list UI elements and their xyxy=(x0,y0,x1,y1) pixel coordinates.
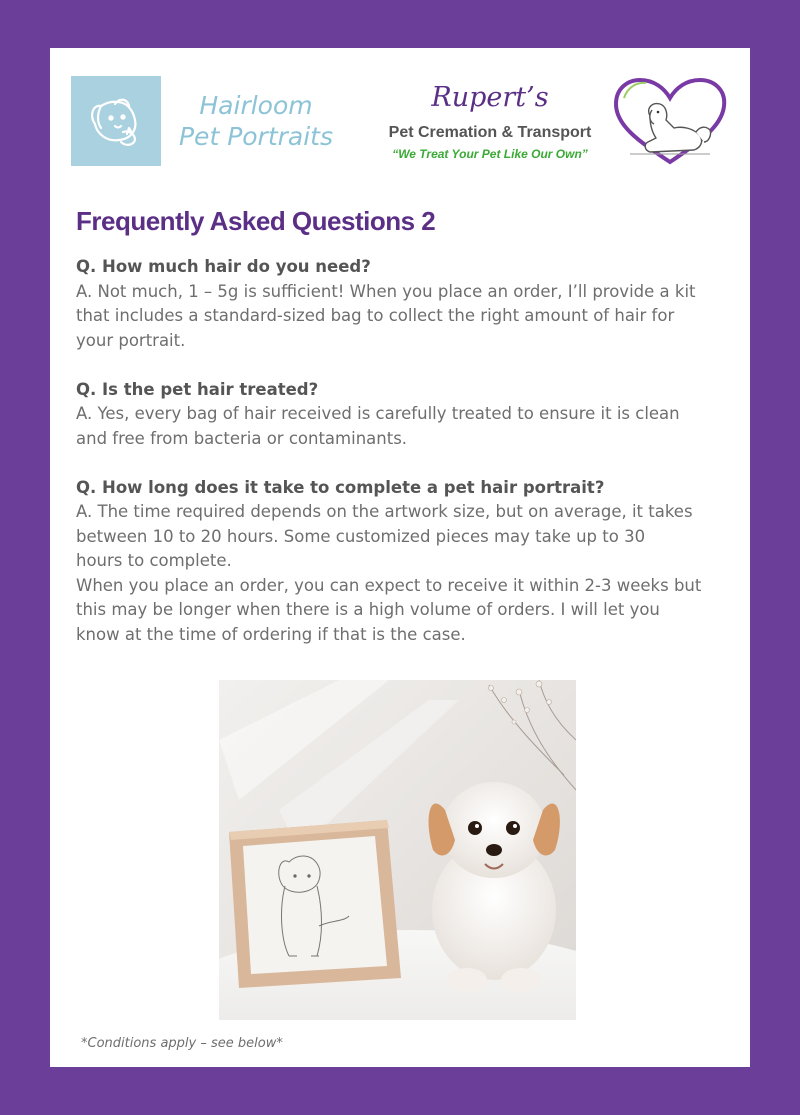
rupert-subtitle: Pet Cremation & Transport xyxy=(388,124,592,141)
dog-portrait-photo xyxy=(219,680,576,1020)
faq-answer-line: A. Not much, 1 – 5g is sufficient! When you place an order, I’ll provide a kit xyxy=(76,281,696,301)
faq-answer-line: and free from bacteria or contaminants. xyxy=(76,428,408,448)
faq-question: Q. How much hair do you need? xyxy=(76,257,371,276)
faq-question: Q. How long does it take to complete a pet hair portrait? xyxy=(76,477,605,497)
rupert-logo xyxy=(610,76,730,168)
page xyxy=(50,48,750,1067)
faq-answer-line: this may be longer when there is a high volume of orders. I will let you xyxy=(76,600,660,619)
faq-answer-line: hours to complete. xyxy=(76,551,232,570)
faq-answer-line: that includes a standard-sized bag to collect the right amount of hair for xyxy=(76,306,675,325)
dog-cat-outline-icon xyxy=(71,76,161,166)
faq-item xyxy=(76,378,726,452)
rupert-tagline: “We Treat Your Pet Like Our Own” xyxy=(392,147,588,161)
rupert-brand-name: Rupert’s xyxy=(431,82,549,113)
faq-question: Q. Is the pet hair treated? xyxy=(76,379,319,399)
faq-list xyxy=(76,255,726,647)
hairloom-wordmark xyxy=(171,90,341,152)
heart-dog-cat-icon xyxy=(610,76,730,168)
faq-item xyxy=(76,476,726,648)
faq-answer-line: A. The time required depends on the artwork size, but on average, it takes xyxy=(76,502,693,521)
faq-answer-line: When you place an order, you can expect to receive it within 2-3 weeks but xyxy=(76,575,702,595)
page-title: Frequently Asked Questions 2 xyxy=(76,206,436,236)
faq-answer-line: your portrait. xyxy=(76,330,186,350)
faq-answer-line: A. Yes, every bag of hair received is carefully treated to ensure it is clean xyxy=(76,404,680,423)
hairloom-logo xyxy=(71,76,161,166)
faq-item xyxy=(76,255,726,353)
hairloom-line2: Pet Portraits xyxy=(178,122,334,151)
faq-answer-line: know at the time of ordering if that is the case. xyxy=(76,624,466,644)
faq-answer-line: between 10 to 20 hours. Some customized pieces may take up to 30 xyxy=(76,526,646,546)
conditions-footnote: *Conditions apply – see below* xyxy=(81,1036,283,1051)
hairloom-line1: Hairloom xyxy=(199,91,313,120)
